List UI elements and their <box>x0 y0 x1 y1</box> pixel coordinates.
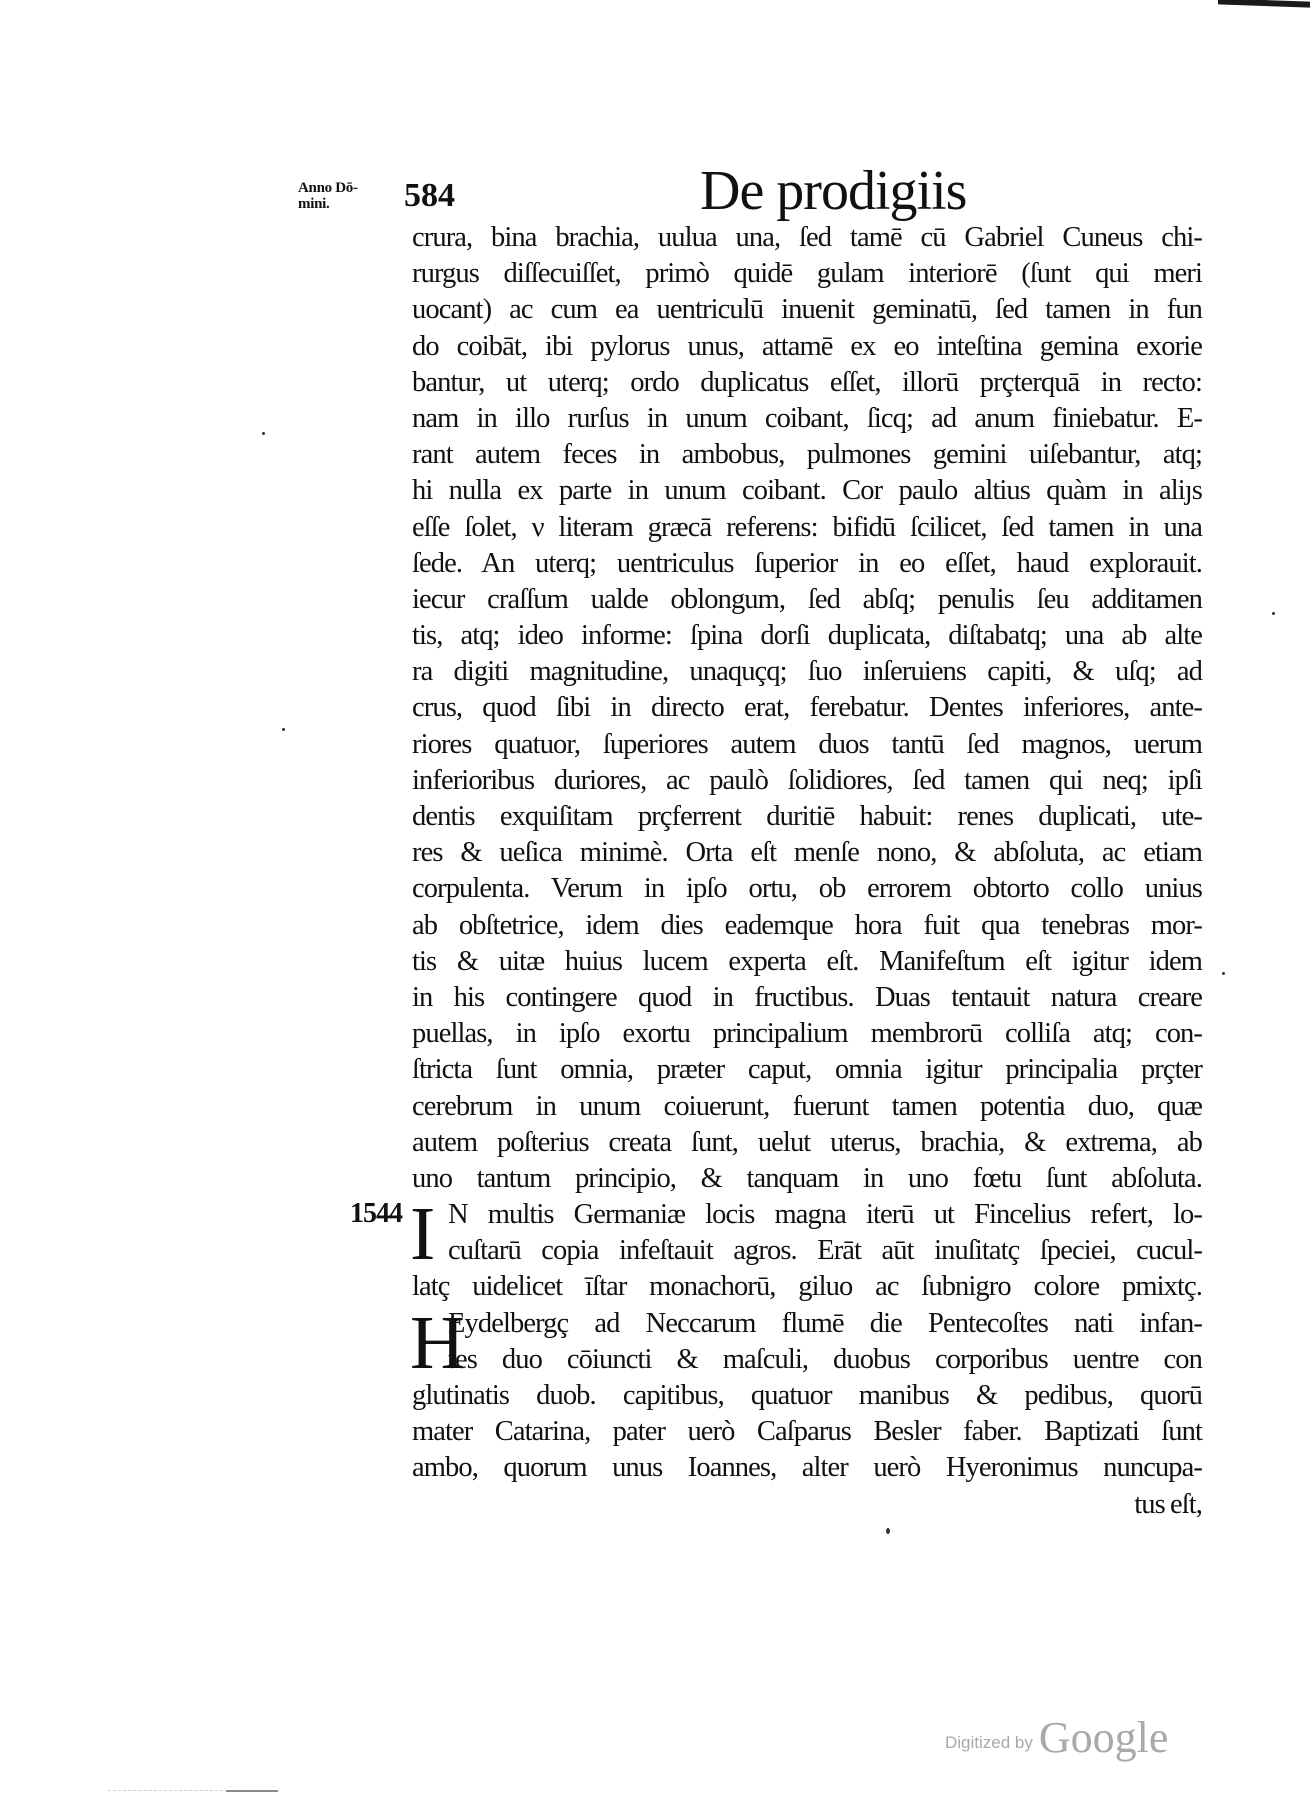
text-line: eſſe ſolet, ν literam græcā referens: bifidū ſcilicet, ſed tamen in una <box>412 511 1202 543</box>
scan-edge-dashes <box>108 1790 223 1792</box>
scan-speck <box>282 728 285 731</box>
text-line: tes duo cōiuncti & maſculi, duobus corporibus uentre con <box>448 1343 1202 1375</box>
page-number: 584 <box>404 177 455 214</box>
text-line-catchword: tus eſt, <box>1134 1488 1202 1520</box>
text-line: iecur craſſum ualde oblongum, ſed abſq; penulis ſeu additamen <box>412 583 1202 615</box>
text-line: ſtricta ſunt omnia, præter caput, omnia igitur principalia prçter <box>412 1054 1202 1086</box>
text-line: autem poſterius creata ſunt, uelut uterus, brachia, & extrema, ab <box>412 1126 1202 1158</box>
scan-speck <box>1222 972 1225 975</box>
text-line: glutinatis duob. capitibus, quatuor manibus & pedibus, quorū <box>412 1380 1202 1411</box>
text-line: corpulenta. Verum in ipſo ortu, ob errorem obtorto collo unius <box>412 873 1202 905</box>
scan-speck <box>262 432 265 435</box>
google-logo-text: Google <box>1038 1713 1169 1762</box>
text-line: bantur, ut uterq; ordo duplicatus eſſet, illorū prçterquā in recto: <box>412 366 1202 398</box>
text-line: cuſtarū copia infeſtauit agros. Erāt aūt inuſitatç ſpeciei, cucul- <box>448 1235 1202 1267</box>
text-line: ambo, quorum unus Ioannes, alter uerò Hyeronimus nuncupa- <box>412 1452 1202 1484</box>
text-line: mater Catarina, pater uerò Caſparus Besler faber. Baptizati ſunt <box>412 1416 1202 1448</box>
text-line: cerebrum in unum coiuerunt, fuerunt tamen potentia duo, quæ <box>412 1090 1202 1122</box>
scan-edge-rule <box>226 1790 278 1792</box>
text-line: ra digiti magnitudine, unaquçq; ſuo inſeruiens capiti, & uſq; ad <box>412 656 1202 688</box>
text-line: tis, atq; ideo informe: ſpina dorſi duplicata, diſtabatq; una ab alte <box>412 620 1202 652</box>
text-line: tis & uitæ huius lucem experta eſt. Manifeſtum eſt igitur idem <box>412 945 1202 977</box>
text-line: rurgus diſſecuiſſet, primò quidē gulam interiorē (ſunt qui meri <box>412 258 1202 290</box>
text-line: nam in illo rurſus in unum coibant, ſicq; ad anum finiebatur. E- <box>412 402 1202 434</box>
scan-speck <box>1272 612 1275 615</box>
text-line: ab obſtetrice, idem dies eademque hora fuit qua tenebras mor- <box>412 909 1202 941</box>
paragraph-conjoined-twins <box>412 220 1202 1197</box>
digitized-by-google-watermark <box>945 1712 1168 1763</box>
text-line: inferioribus duriores, ac paulò ſolidiores, ſed tamen qui neq; ipſi <box>412 764 1202 796</box>
scan-speck <box>886 1528 890 1534</box>
text-line: N multis Germaniæ locis magna iterū ut Fincelius refert, lo- <box>448 1199 1202 1231</box>
running-title: De prodigiis <box>700 160 967 222</box>
text-line: do coibāt, ibi pylorus unus, attamē ex eo inteſtina gemina exorie <box>412 330 1202 362</box>
text-line: puellas, in ipſo exortu principalium membrorū colliſa atq; con- <box>412 1018 1202 1050</box>
text-line: res & ueſica minimè. Orta eſt menſe nono, & abſoluta, ac etiam <box>412 837 1202 869</box>
margin-note-anno-domini <box>298 180 358 212</box>
text-line: Eydelbergç ad Neccarum flumē die Pentecoſtes nati infan- <box>448 1307 1202 1339</box>
drop-cap-letter: I <box>410 1192 436 1277</box>
paragraph-heidelberg-twins <box>410 1300 1202 1523</box>
text-line: rant autem feces in ambobus, pulmones gemini uiſebantur, atq; <box>412 439 1202 471</box>
text-line: in his contingere quod in fructibus. Duas tentauit natura creare <box>412 981 1202 1013</box>
paragraph-locusts <box>410 1192 1202 1306</box>
text-line: riores quatuor, ſuperiores autem duos tantū ſed magnos, uerum <box>412 728 1202 760</box>
text-line: uno tantum principio, & tanquam in uno fœtu ſunt abſoluta. <box>412 1162 1202 1194</box>
page-edge-shadow <box>1218 0 1310 8</box>
margin-year-note: 1544 <box>350 1198 402 1229</box>
margin-note-line: Anno Dō- <box>298 180 358 196</box>
body-text <box>412 220 1202 1523</box>
text-line: crus, quod ſibi in directo erat, ferebatur. Dentes inferiores, ante- <box>412 692 1202 724</box>
margin-note-line: mini. <box>298 196 330 212</box>
drop-cap-letter: H <box>410 1300 465 1385</box>
watermark-prefix: Digitized by <box>945 1733 1033 1752</box>
text-line: uocant) ac cum ea uentriculū inuenit geminatū, ſed tamen in fun <box>412 294 1202 326</box>
text-line: latç uidelicet īſtar monachorū, giluo ac ſubnigro colore pmixtç. <box>412 1271 1202 1303</box>
text-line: hi nulla ex parte in unum coibant. Cor paulo altius quàm in aliȷs <box>412 475 1202 507</box>
text-line: crura, bina brachia, uulua una, ſed tamē cū Gabriel Cuneus chi- <box>412 222 1202 253</box>
text-line: ſede. An uterq; uentriculus ſuperior in eo eſſet, haud explorauit. <box>412 547 1202 579</box>
text-line: dentis exquiſitam prçferrent duritiē habuit: renes duplicati, ute- <box>412 801 1202 832</box>
